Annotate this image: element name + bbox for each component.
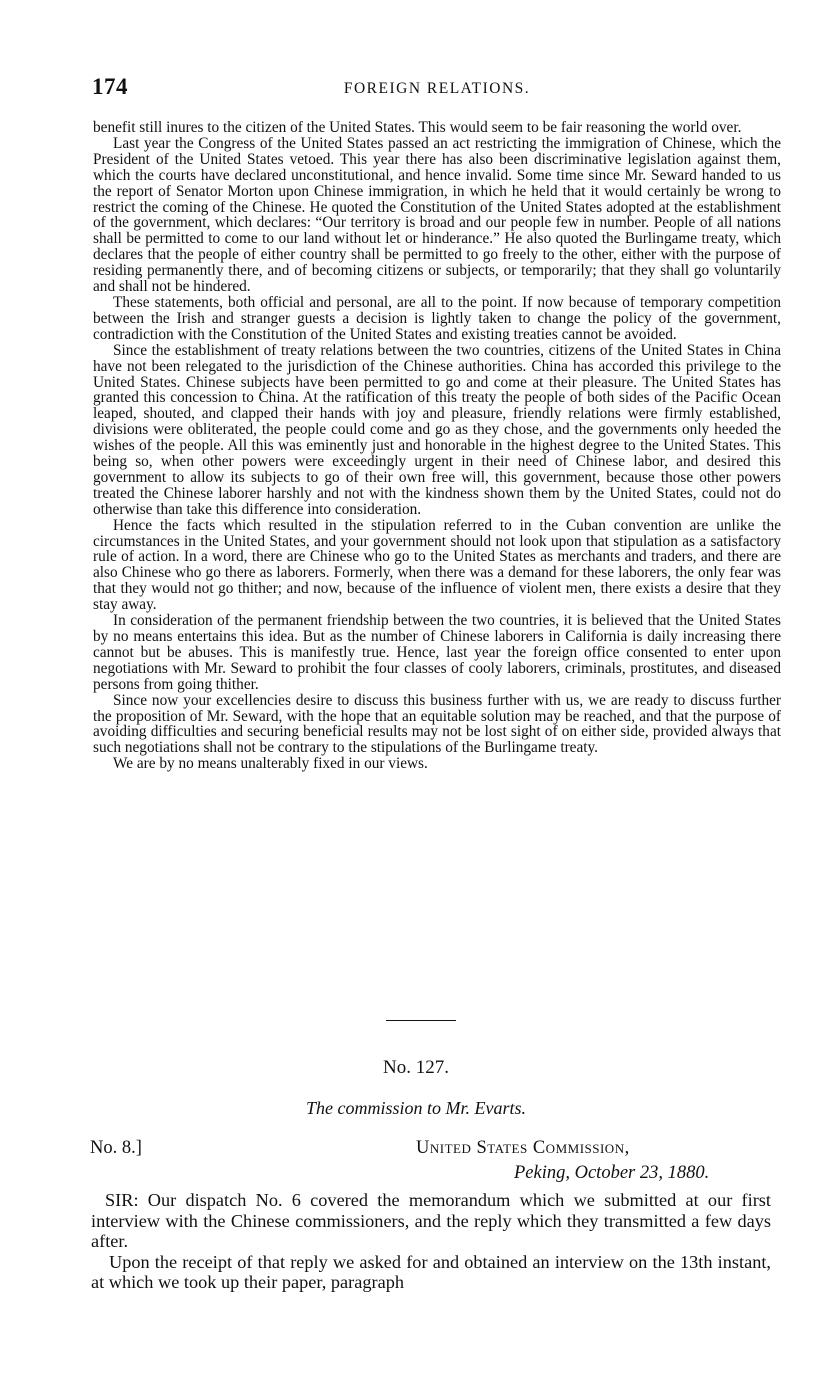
body-paragraph: These statements, both official and personal, are all to the point. If now because of temporary competition between the Irish and stranger guests a decision is lightly taken to change the policy of the government, contradiction with the Constitution of the United States and existing treaties cannot be avoided. (93, 293, 781, 343)
letter-text (91, 1190, 771, 1293)
body-paragraph: Since now your excellencies desire to discuss this business further with us, we are ready to discuss further the proposition of Mr. Seward, with the hope that an equitable solution may be reached, and that the purpose of avoiding difficulties and securing beneficial results may not be lost sight of on either side, provided always that such negotiations shall not be contrary to the stipulations of the Burlingame treaty. (93, 691, 781, 757)
body-paragraph: We are by no means unalterably fixed in our views. (113, 755, 428, 773)
dispatch-number: No. 8.] (90, 1138, 142, 1158)
document-title: The commission to Mr. Evarts. (306, 1098, 526, 1118)
body-text (93, 120, 781, 772)
sender-organization: United States Commission, (416, 1138, 630, 1158)
section-divider (386, 1020, 456, 1021)
page-number: 174 (92, 74, 128, 99)
document-number: No. 127. (383, 1057, 449, 1078)
sender-place-date: Peking, October 23, 1880. (514, 1163, 710, 1183)
body-paragraph: In consideration of the permanent friendship between the two countries, it is believed that the United States by no means entertains this idea. But as the number of Chinese laborers in California is daily increasing there cannot but be abuses. This is manifestly true. Hence, last year the foreign office consented to enter upon negotiations with Mr. Seward to prohibit the four classes of cooly laborers, criminals, prostitutes, and diseased persons from going thither. (93, 612, 781, 693)
body-paragraph: Hence the facts which resulted in the stipulation referred to in the Cuban convention are unlike the circumstances in the United States, and your government should not look upon that stipulation as a satisfactory rule of action. In a word, there are Chinese who go to the United States as merchants and traders, and there are also Chinese who go there as laborers. Formerly, when there was a demand for these laborers, the only fear was that they would not go thither; and now, because of the influence of violent men, there exists a desire that they stay away. (93, 516, 781, 614)
body-paragraph: benefit still inures to the citizen of the United States. This would seem to be fair reasoning the world over. (93, 119, 742, 136)
page-header (92, 74, 782, 104)
letter-paragraph: SIR: Our dispatch No. 6 covered the memorandum which we submitted at our first interview with the Chinese commissioners, and the reply which they transmitted a few days after. (91, 1190, 771, 1251)
letter-paragraph: Upon the receipt of that reply we asked for and obtained an interview on the 13th instant, at which we took up their paper, paragraph (91, 1251, 771, 1292)
running-head: FOREIGN RELATIONS. (343, 80, 531, 97)
body-paragraph: Since the establishment of treaty relations between the two countries, citizens of the United States in China have not been relegated to the jurisdiction of the Chinese authorities. China has accorded this privilege to the United States. Chinese subjects have been permitted to go and come at their pleasure. The United States has granted this concession to China. At the ratification of this treaty the people of both sides of the Pacific Ocean leaped, shouted, and clapped their hands with joy and pleasure, friendly relations were firmly established, divisions were obliterated, the people could come and go as they chose, and the governments only heeded the wishes of the people. All this was eminently just and honorable in the highest degree to the United States. This being so, when other powers were exceedingly urgent in their need of Chinese labor, and desired this government to allow its subjects to go of their own free will, this government, because those other powers treated the Chinese laborer harshly and not with the kindness shown them by the United States, could not do otherwise than take this difference into consideration. (93, 341, 781, 518)
body-paragraph: Last year the Congress of the United States passed an act restricting the immigration of Chinese, which the President of the United States vetoed. This year there has also been discriminative legislation against them, which the courts have declared unconstitutional, and hence invalid. Some time since Mr. Seward handed to us the report of Senator Morton upon Chinese immigration, in which he held that it would certainly be wrong to restrict the coming of the Chinese. He quoted the Constitution of the United States adopted at the establishment of the government, which declares: “Our territory is broad and our people few in number. People of all nations shall be permitted to come to our land without let or hinderance.” He also quoted the Burlingame treaty, which declares that the people of either country shall be permitted to go freely to the other, either with the purpose of residing permanently there, and of becoming citizens or subjects, or temporarily; that they shall go voluntarily and shall not be hindered. (93, 134, 781, 296)
